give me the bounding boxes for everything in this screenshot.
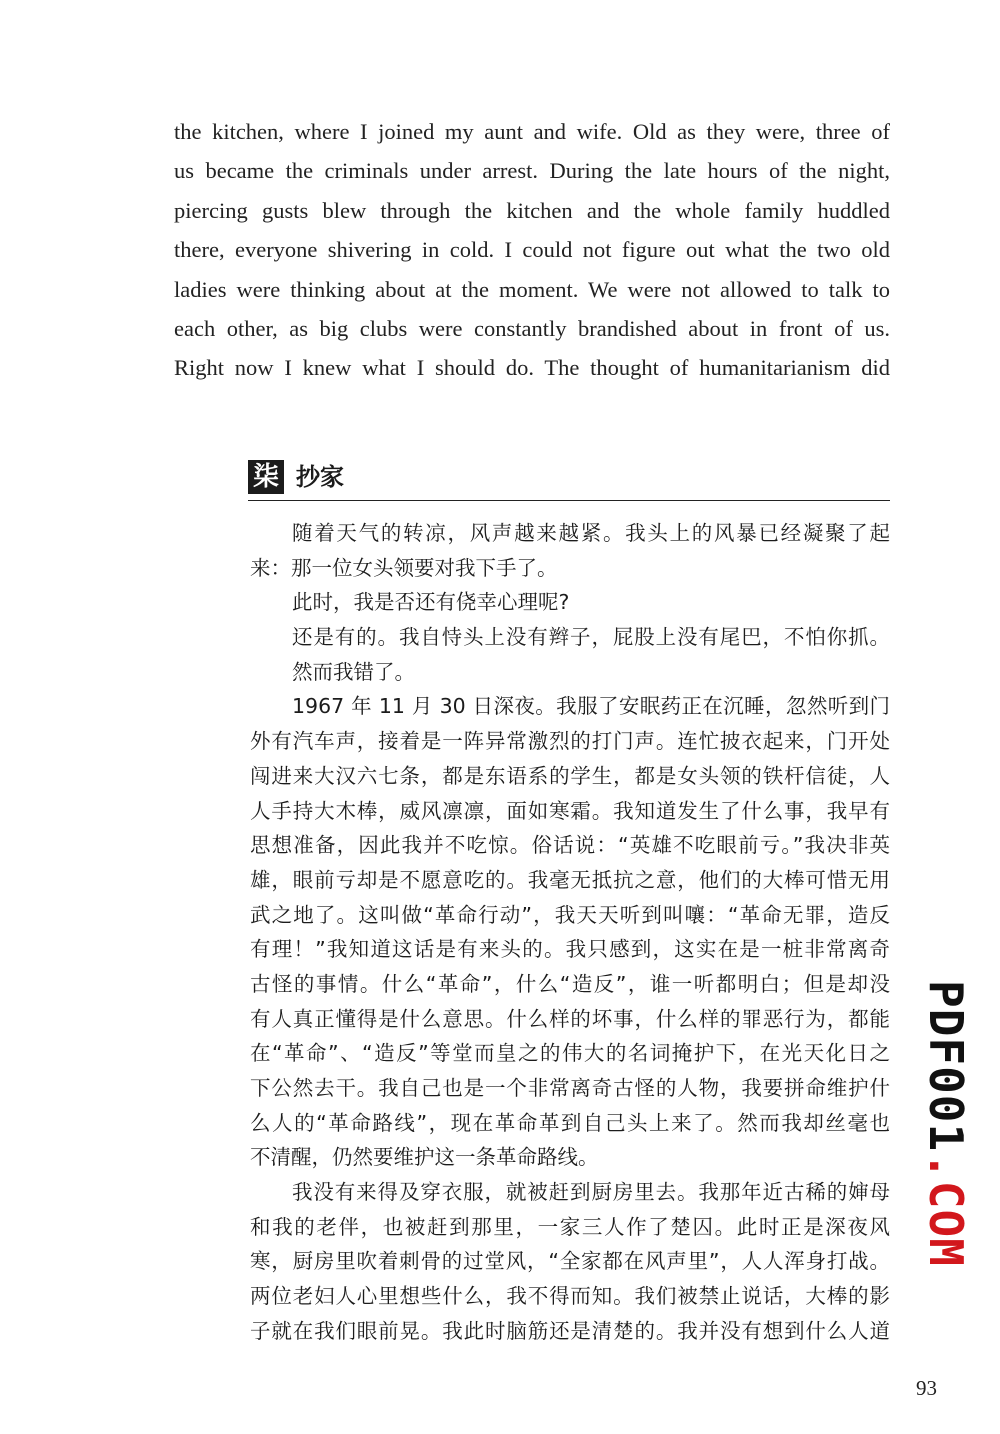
chinese-line: 么人的“革命路线”，现在革命革到自己头上来了。然而我却丝毫也	[250, 1110, 890, 1135]
chinese-line: 此时，我是否还有侥幸心理呢?	[292, 590, 570, 615]
chinese-line: 和我的老伴，也被赶到那里，一家三人作了楚囚。此时正是深夜风	[250, 1214, 890, 1239]
chinese-line: 寒，厨房里吹着刺骨的过堂风，“全家都在风声里”，人人浑身打战。	[250, 1249, 890, 1274]
chinese-line: 闯进来大汉六七条，都是东语系的学生，都是女头领的铁杆信徒，人	[250, 763, 890, 788]
chinese-line: 来：那一位女头领要对我下手了。	[250, 555, 558, 580]
english-line: the kitchen, where I joined my aunt and wife. Old as they were, three of	[174, 119, 890, 144]
chinese-line: 在“革命”、“造反”等堂而皇之的伟大的名词掩护下，在光天化日之	[250, 1041, 890, 1066]
chinese-line: 1967 年 11 月 30 日深夜。我服了安眠药正在沉睡，忽然听到门	[292, 694, 890, 719]
watermark-text: PDF001	[919, 980, 973, 1153]
chinese-line: 我没有来得及穿衣服，就被赶到厨房里去。我那年近古稀的婶母	[292, 1180, 890, 1205]
chinese-line: 有人真正懂得是什么意思。什么样的坏事，什么样的罪恶行为，都能	[250, 1006, 890, 1031]
chinese-line: 武之地了。这叫做“革命行动”，我天天听到叫嚷：“革命无罪，造反	[250, 902, 890, 927]
chinese-line: 下公然去干。我自己也是一个非常离奇古怪的人物，我要拼命维护什	[250, 1076, 890, 1100]
chinese-line: 思想准备，因此我并不吃惊。俗话说：“英雄不吃眼前亏。”我决非英	[250, 833, 890, 858]
chinese-line: 外有汽车声，接着是一阵异常激烈的打门声。连忙披衣起来，门开处	[250, 729, 890, 754]
english-paragraph	[174, 112, 890, 388]
chinese-line: 有理！”我知道这话是有来头的。我只感到，这实在是一桩非常离奇	[250, 937, 890, 962]
chinese-line: 古怪的事情。什么“革命”，什么“造反”，谁一听都明白；但是却没	[250, 971, 890, 996]
chinese-line: 雄，眼前亏却是不愿意吃的。我毫无抵抗之意，他们的大棒可惜无用	[250, 867, 890, 892]
chinese-line: 人手持大木棒，威风凛凛，面如寒霜。我知道发生了什么事，我早有	[250, 798, 890, 823]
watermark	[916, 980, 976, 1267]
english-line: ladies were thinking about at the moment. We were not allowed to talk to	[174, 276, 890, 302]
chinese-line: 还是有的。我自恃头上没有辫子，屁股上没有尾巴，不怕你抓。	[292, 625, 890, 650]
chinese-line: 随着天气的转凉，风声越来越紧。我头上的风暴已经凝聚了起	[292, 521, 890, 545]
watermark-domain: .COM	[919, 1152, 973, 1267]
english-line: each other, as big clubs were constantly brandished about in front of us.	[174, 315, 890, 341]
chinese-line: 不清醒，仍然要维护这一条革命路线。	[250, 1145, 599, 1170]
page-number: 93	[916, 1376, 937, 1400]
chinese-line: 两位老妇人心里想些什么，我不得而知。我们被禁止说话，大棒的影	[250, 1284, 890, 1309]
section-title: 抄家	[296, 463, 344, 491]
english-line: us became the criminals under arrest. During the late hours of the night,	[174, 158, 890, 184]
english-line: Right now I knew what I should do. The thought of humanitarianism did	[174, 355, 890, 381]
section-header	[248, 456, 890, 501]
english-line: there, everyone shivering in cold. I could not figure out what the two old	[174, 237, 890, 263]
chinese-line: 子就在我们眼前晃。我此时脑筋还是清楚的。我并没有想到什么人道	[250, 1318, 890, 1343]
chinese-line: 然而我错了。	[292, 659, 415, 684]
english-line: piercing gusts blew through the kitchen and the whole family huddled	[174, 197, 890, 223]
section-number-badge: 柒	[248, 460, 284, 494]
chinese-body-text	[250, 516, 890, 1349]
